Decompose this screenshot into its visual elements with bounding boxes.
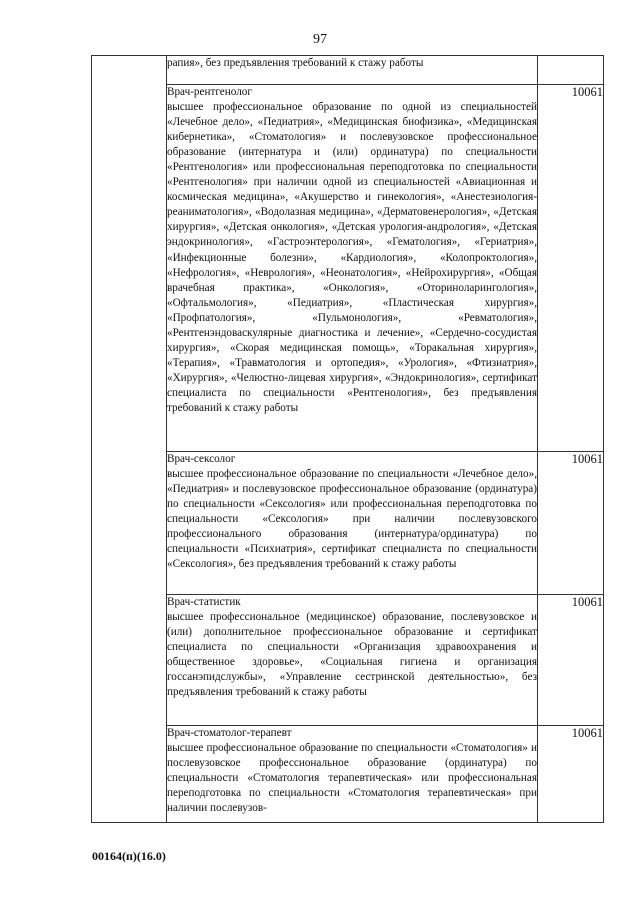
job-requirements: высшее профессиональное образование по одной из специальностей «Лечебное дело», «Педиатрия», «Медицинская биофизика», «Медицинская кибернетика», «Стоматология» и послевузовское профессиональное образование (интернатура и (или) ординатура) по специальности «Рентгенология» или профессиональная переподготовка по специальности «Рентгенология» при наличии одной из специальностей «Авиационная и космическая медицина», «Акушерство и гинекология», «Анестезиология-реаниматология», «Водолазная медицина», «Дерматовенерология», «Детская хирургия», «Детская онкология», «Детская урология-андрология», «Детская эндокринология», «Гастроэнтерология», «Гематология», «Гериатрия», «Инфекционные болезни», «Кардиология», «Колопроктология», «Нефрология», «Неврология», «Неонатология», «Нейрохирургия», «Общая врачебная практика», «Онкология», «Оториноларингология», «Офтальмология», «Педиатрия», «Пластическая хирургия», «Профпатология», «Пульмонология», «Ревматология», «Рентгенэндоваскулярные диагностика и лечение», «Сердечно-сосудистая хирургия», «Скорая медицинская помощь», «Торакальная хирургия», «Терапия», «Травматология и ортопедия», «Урология», «Фтизиатрия», «Хирургия», «Челюстно-лицевая хирургия», «Эндокринология», сертификат специалиста по специальности «Рентгенология», без предъявления требований к стажу работы: [167, 101, 537, 414]
description-cell: [167, 85, 538, 452]
job-requirements: высшее профессиональное образование по специальности «Стоматология» и послевузовское профессиональное образование (ординатура) по специальности «Стоматология терапевтическая» или профессиональная переподготовка по специальности «Стоматология терапевтическая» при наличии послевузов-: [167, 742, 537, 815]
code-cell: 10061: [538, 595, 604, 726]
table-row: [92, 85, 604, 452]
job-requirements: рапия», без предъявления требований к стажу работы: [167, 57, 424, 69]
table-row: [92, 726, 604, 823]
job-title: Врач-стоматолог-терапевт: [167, 727, 292, 739]
code-cell: 10061: [538, 85, 604, 452]
description-cell: [167, 726, 538, 823]
qualification-table: [91, 55, 604, 823]
left-empty-cell: [92, 56, 167, 823]
code-cell: [538, 56, 604, 85]
code-cell: 10061: [538, 726, 604, 823]
job-requirements: высшее профессиональное (медицинское) образование, послевузовское и (или) дополнительное профессиональное образование и сертификат специалиста по специальности «Организация здравоохранения и общественное здоровье», «Социальная гигиена и организация госсанэпидслужбы», «Управление сестринской деятельностью», без предъявления требований к стажу работы: [167, 611, 537, 699]
job-title: Врач-рентгенолог: [167, 86, 252, 98]
job-requirements: высшее профессиональное образование по специальности «Лечебное дело», «Педиатрия» и послевузовское профессиональное образование (ординатура) по специальности «Сексология» или профессиональная переподготовка по специальности «Сексология» при наличии послевузовского профессионального образования (интернатура/ординатура) по специальности «Психиатрия», сертификат специалиста по специальности «Сексология», без предъявления требований к стажу работы: [167, 468, 537, 571]
table-row: [92, 452, 604, 595]
job-title: Врач-статистик: [167, 596, 241, 608]
job-title: Врач-сексолог: [167, 453, 236, 465]
description-cell: [167, 595, 538, 726]
description-cell: [167, 452, 538, 595]
document-footer-code: 00164(п)(16.0): [92, 849, 166, 863]
table-row: [92, 595, 604, 726]
code-cell: 10061: [538, 452, 604, 595]
description-cell: [167, 56, 538, 85]
table-row: [92, 56, 604, 85]
page-number: 97: [313, 32, 327, 47]
